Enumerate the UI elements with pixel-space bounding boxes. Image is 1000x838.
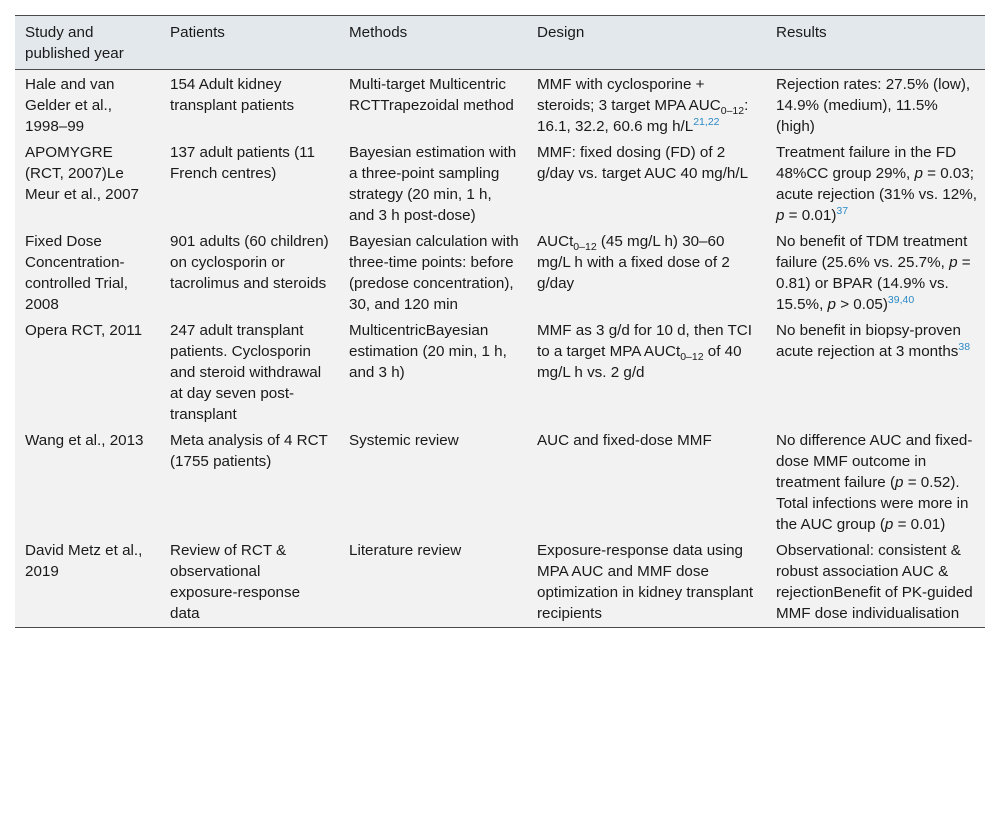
- header-design: Design: [527, 16, 766, 70]
- p-symbol: p: [914, 165, 923, 182]
- cell-design: Exposure-response data using MPA AUC and MMF dose optimization in kidney transplant recipients: [527, 536, 766, 628]
- results-text-end: > 0.05): [835, 296, 888, 313]
- results-text-end: = 0.01): [893, 516, 946, 533]
- header-patients: Patients: [160, 16, 339, 70]
- subscript: 0–12: [680, 351, 704, 364]
- cell-results: [766, 138, 985, 227]
- p-symbol: p: [827, 296, 836, 313]
- cell-methods: MulticentricBayesian estimation (20 min, 1 h, and 3 h): [339, 316, 527, 426]
- table-row: [15, 70, 985, 139]
- cell-design: [527, 227, 766, 316]
- header-study: Study and published year: [15, 16, 160, 70]
- design-text-cont: : 16.1, 32.2, 60.6 mg h/L: [537, 97, 749, 135]
- cell-design: [527, 70, 766, 139]
- table-row: [15, 227, 985, 316]
- cell-results: [766, 316, 985, 426]
- cell-design: MMF: fixed dosing (FD) of 2 g/day vs. target AUC 40 mg/h/L: [527, 138, 766, 227]
- cell-patients: 901 adults (60 children) on cyclosporin or tacrolimus and steroids: [160, 227, 339, 316]
- cell-study: Opera RCT, 2011: [15, 316, 160, 426]
- cell-patients: 247 adult transplant patients. Cyclosporin and steroid withdrawal at day seven post-transplant: [160, 316, 339, 426]
- p-symbol: p: [776, 207, 785, 224]
- subscript: 0–12: [720, 105, 745, 118]
- results-text: No difference AUC and fixed-dose MMF outcome in treatment failure (: [776, 432, 973, 491]
- cell-study: David Metz et al., 2019: [15, 536, 160, 628]
- cell-design: [527, 316, 766, 426]
- reference-link[interactable]: 39,40: [887, 293, 915, 306]
- cell-study: Hale and van Gelder et al., 1998–99: [15, 70, 160, 139]
- cell-results: [766, 227, 985, 316]
- results-text-end: = 0.01): [784, 207, 837, 224]
- results-text: No benefit in biopsy-proven acute rejection at 3 months: [776, 322, 961, 360]
- cell-results: Observational: consistent & robust association AUC & rejectionBenefit of PK-guided MMF dose individualisation: [766, 536, 985, 628]
- results-text: No benefit of TDM treatment failure (25.6% vs. 25.7%,: [776, 233, 968, 271]
- cell-patients: Meta analysis of 4 RCT (1755 patients): [160, 426, 339, 536]
- p-symbol: p: [895, 474, 904, 491]
- cell-study: Wang et al., 2013: [15, 426, 160, 536]
- results-text-cont: = 0.03; acute rejection (31% vs. 12%,: [776, 165, 977, 203]
- cell-methods: Bayesian estimation with a three-point sampling strategy (20 min, 1 h, and 3 h post-dose): [339, 138, 527, 227]
- cell-study: Fixed Dose Concentration-controlled Trial, 2008: [15, 227, 160, 316]
- p-symbol: p: [949, 254, 958, 271]
- cell-study: APOMYGRE (RCT, 2007)Le Meur et al., 2007: [15, 138, 160, 227]
- results-text: Treatment failure in the FD 48%CC group 29%,: [776, 144, 957, 182]
- cell-results: [766, 426, 985, 536]
- design-text: MMF as 3 g/d for 10 d, then TCI to a target MPA AUCt: [537, 322, 752, 360]
- cell-methods: Literature review: [339, 536, 527, 628]
- cell-results: Rejection rates: 27.5% (low), 14.9% (medium), 11.5% (high): [766, 70, 985, 139]
- header-results: Results: [766, 16, 985, 70]
- study-table: [15, 15, 985, 628]
- design-text-cont: of 40 mg/L h vs. 2 g/d: [537, 343, 742, 381]
- results-text-cont: = 0.81) or BPAR (14.9% vs. 15.5%,: [776, 254, 971, 313]
- cell-methods: Bayesian calculation with three-time points: before (predose concentration), 30, and 120 min: [339, 227, 527, 316]
- table-row: [15, 536, 985, 628]
- header-row: [15, 16, 985, 70]
- cell-design: AUC and fixed-dose MMF: [527, 426, 766, 536]
- cell-patients: Review of RCT & observational exposure-response data: [160, 536, 339, 628]
- cell-patients: 137 adult patients (11 French centres): [160, 138, 339, 227]
- table-row: [15, 316, 985, 426]
- table-row: [15, 138, 985, 227]
- reference-link[interactable]: 38: [958, 340, 971, 353]
- cell-patients: 154 Adult kidney transplant patients: [160, 70, 339, 139]
- design-text: AUCt: [537, 233, 574, 250]
- header-methods: Methods: [339, 16, 527, 70]
- design-text: MMF with cyclosporine + steroids; 3 target MPA AUC: [537, 76, 721, 114]
- reference-link[interactable]: 37: [836, 204, 849, 217]
- cell-methods: Systemic review: [339, 426, 527, 536]
- reference-link[interactable]: 21,22: [693, 115, 720, 128]
- design-text-cont: (45 mg/L h) 30–60 mg/L h with a fixed dose of 2 g/day: [537, 233, 730, 292]
- cell-methods: Multi-target Multicentric RCTTrapezoidal method: [339, 70, 527, 139]
- p-symbol: p: [884, 516, 894, 533]
- table-row: [15, 426, 985, 536]
- results-text-cont: = 0.52). Total infections were more in the AUC group (: [776, 474, 969, 533]
- subscript: 0–12: [573, 241, 597, 254]
